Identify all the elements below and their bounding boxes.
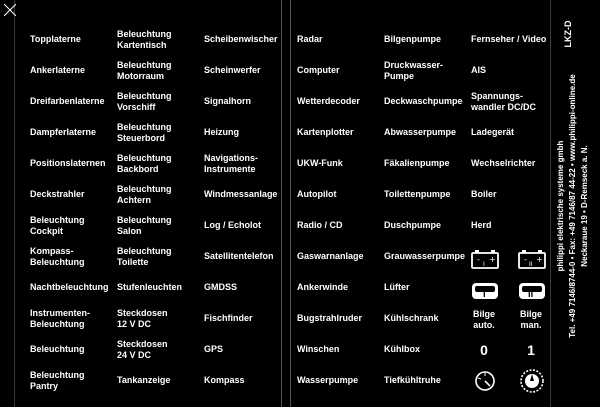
label-col3-2: Scheinwerfer [204,65,261,75]
label-col5-5: Fäkalienpumpe [384,158,450,168]
label-col4-4: Kartenplotter [297,127,354,137]
label-col5-11: Kühlbox [384,344,420,354]
label-col4-7: Radio / CD [297,220,343,230]
label-col5-8: Grauwasserpumpe [384,251,466,261]
svg-text:II: II [529,261,533,268]
battery-1-icon [471,249,499,269]
company-address: Neckaraue 19 • D-Remseck a. N. [580,145,589,267]
label-col1-6: Deckstrahler [30,189,85,199]
label-col6-4: Ladegerät [471,127,515,137]
label-col3-6: Windmessanlage [204,189,278,199]
label-col4-9: Ankerwinde [297,282,349,292]
label-col6-1: Fernseher / Video [471,34,547,44]
bilge-auto-label: Bilge auto. [472,308,495,330]
zero-label: 0 [480,342,488,358]
svg-text:+: + [536,255,543,264]
label-col6-2: AIS [471,65,487,75]
bilge-man-label: Bilge man. [519,308,542,330]
label-col3-7: Log / Echolot [204,220,261,230]
label-col1-8: Kompass- Beleuchtung [30,245,85,267]
label-col3-1: Scheibenwischer [204,34,278,44]
contact-info: Tel. +49 7146/8744-0 • Fax: +49 7146/87 44-22 • www.philippi-online.de [568,74,577,338]
label-col4-2: Computer [297,65,340,75]
label-col1-5: Positionslaternen [30,158,106,168]
battery-2-icon [518,249,546,269]
label-col1-9: Nachtbeleuchtung [30,282,109,292]
label-col3-4: Heizung [204,127,239,137]
svg-text:-: - [524,255,527,264]
label-col6-3: Spannungs- wandler DC/DC [471,90,537,112]
label-col5-6: Toilettenpumpe [384,189,451,199]
label-col4-8: Gaswarnanlage [297,251,364,261]
label-col5-4: Abwasserpumpe [384,127,457,137]
label-col3-12: Kompass [204,375,245,385]
label-col6-6: Boiler [471,189,497,199]
label-col1-12: Beleuchtung Pantry [30,369,85,391]
company-name: philippi elektrische systeme gmbh [556,140,565,272]
label-col1-2: Ankerlaterne [30,65,86,75]
label-col5-12: Tiefkühltruhe [384,375,441,385]
label-col4-11: Winschen [297,344,340,354]
label-col5-2: Druckwasser- Pumpe [384,59,444,81]
label-col4-1: Radar [297,34,323,44]
label-col5-9: Lüfter [384,282,410,292]
label-col3-10: Fischfinder [204,313,253,323]
label-col6-5: Wechselrichter [471,158,536,168]
label-col5-1: Bilgenpumpe [384,34,442,44]
label-col1-10: Instrumenten- Beleuchtung [30,307,91,329]
label-col3-8: Satellitentelefon [204,251,274,261]
label-col2-6: Beleuchtung Achtern [117,183,172,205]
label-col2-5: Beleuchtung Backbord [117,152,172,174]
svg-text:I: I [483,261,485,268]
label-col2-12: Tankanzeige [117,375,171,385]
label-col5-7: Duschpumpe [384,220,442,230]
label-col2-11: Steckdosen 24 V DC [117,338,168,360]
gauge-icon [474,370,496,392]
label-col1-1: Topplaterne [30,34,81,44]
left-edge-line [14,0,15,407]
label-col1-7: Beleuchtung Cockpit [30,214,85,236]
label-col2-9: Stufenleuchten [117,282,183,292]
label-col2-1: Beleuchtung Kartentisch [117,28,172,50]
svg-text:II: II [528,291,534,299]
label-col2-7: Beleuchtung Salon [117,214,172,236]
label-col2-4: Beleuchtung Steuerbord [117,121,172,143]
svg-text:+: + [489,255,496,264]
label-col4-3: Wetterdecoder [297,96,360,106]
label-col3-9: GMDSS [204,282,238,292]
label-col1-4: Dampferlaterne [30,127,97,137]
label-col2-2: Beleuchtung Motorraum [117,59,172,81]
one-label: 1 [527,342,535,358]
label-col2-10: Steckdosen 12 V DC [117,307,168,329]
label-col1-3: Dreifarbenlaterne [30,96,105,106]
label-col2-3: Beleuchtung Vorschiff [117,90,172,112]
tank-2-icon [518,280,546,300]
corner-cut-icon [4,4,16,16]
svg-text:-: - [477,255,480,264]
label-col4-10: Bugstrahlruder [297,313,363,323]
label-col3-11: GPS [204,344,224,354]
product-code: LKZ-D [563,20,573,48]
label-col4-5: UKW-Funk [297,158,343,168]
label-col5-10: Kühlschrank [384,313,439,323]
svg-text:I: I [483,291,486,299]
label-col3-5: Navigations- Instrumente [204,152,259,174]
label-col1-11: Beleuchtung [30,344,85,354]
label-col3-3: Signalhorn [204,96,251,106]
label-col2-8: Beleuchtung Toilette [117,245,172,267]
label-col4-12: Wasserpumpe [297,375,359,385]
tank-1-icon [471,280,499,300]
label-col4-6: Autopilot [297,189,337,199]
label-col5-3: Deckwaschpumpe [384,96,463,106]
dial-icon [519,368,545,394]
label-col6-7: Herd [471,220,492,230]
